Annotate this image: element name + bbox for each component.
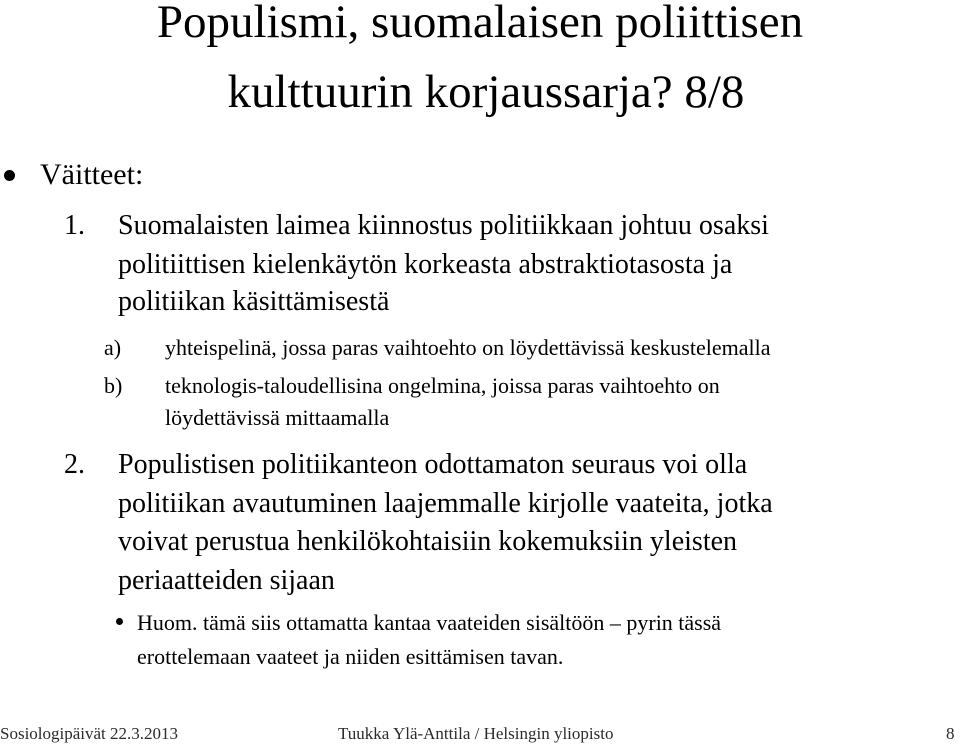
sub-item-a-marker: a) — [104, 335, 122, 360]
footer-event: Sosiologipäivät 22.3.2013 — [0, 724, 179, 743]
footer-author: Tuukka Ylä-Anttila / Helsingin yliopisto — [338, 724, 614, 743]
item-1-line-1: Suomalaisten laimea kiinnostus politiikkaan johtuu osaksi — [118, 210, 769, 241]
note-bullet-icon — [116, 618, 123, 625]
item-1-line-3: politiikan käsittämisestä — [118, 286, 390, 317]
slide-title-line-1: Populismi, suomalaisen poliittisen — [156, 0, 804, 48]
slide-title-line-2: kulttuurin korjaussarja? 8/8 — [227, 66, 745, 118]
sub-item-a-line-1: yhteispelinä, jossa paras vaihtoehto on löydettävissä keskustelemalla — [165, 335, 771, 360]
item-1-number: 1. — [64, 210, 85, 241]
item-2-number: 2. — [64, 449, 85, 480]
sub-item-b-line-2: löydettävissä mittaamalla — [165, 405, 390, 430]
sub-item-b-marker: b) — [104, 373, 123, 398]
claims-heading: Väitteet: — [40, 158, 144, 191]
item-2-line-1: Populistisen politiikanteon odottamaton seuraus voi olla — [118, 449, 748, 480]
note-line-1: Huom. tämä siis ottamatta kantaa vaateiden sisältöön – pyrin tässä — [137, 610, 722, 635]
note-line-2: erottelemaan vaateet ja niiden esittämisen tavan. — [137, 644, 564, 669]
item-1-line-2: politiittisen kielenkäytön korkeasta abstraktiotasosta ja — [118, 249, 733, 280]
footer-page-number: 8 — [946, 724, 955, 743]
sub-item-b-line-1: teknologis-taloudellisina ongelmina, joissa paras vaihtoehto on — [165, 373, 720, 398]
item-2-line-2: politiikan avautuminen laajemmalle kirjolle vaateita, jotka — [118, 488, 773, 519]
bullet-dot-icon — [4, 170, 15, 181]
item-2-line-3: voivat perustua henkilökohtaisiin kokemuksiin yleisten — [118, 526, 738, 557]
item-2-line-4: periaatteiden sijaan — [118, 565, 335, 596]
